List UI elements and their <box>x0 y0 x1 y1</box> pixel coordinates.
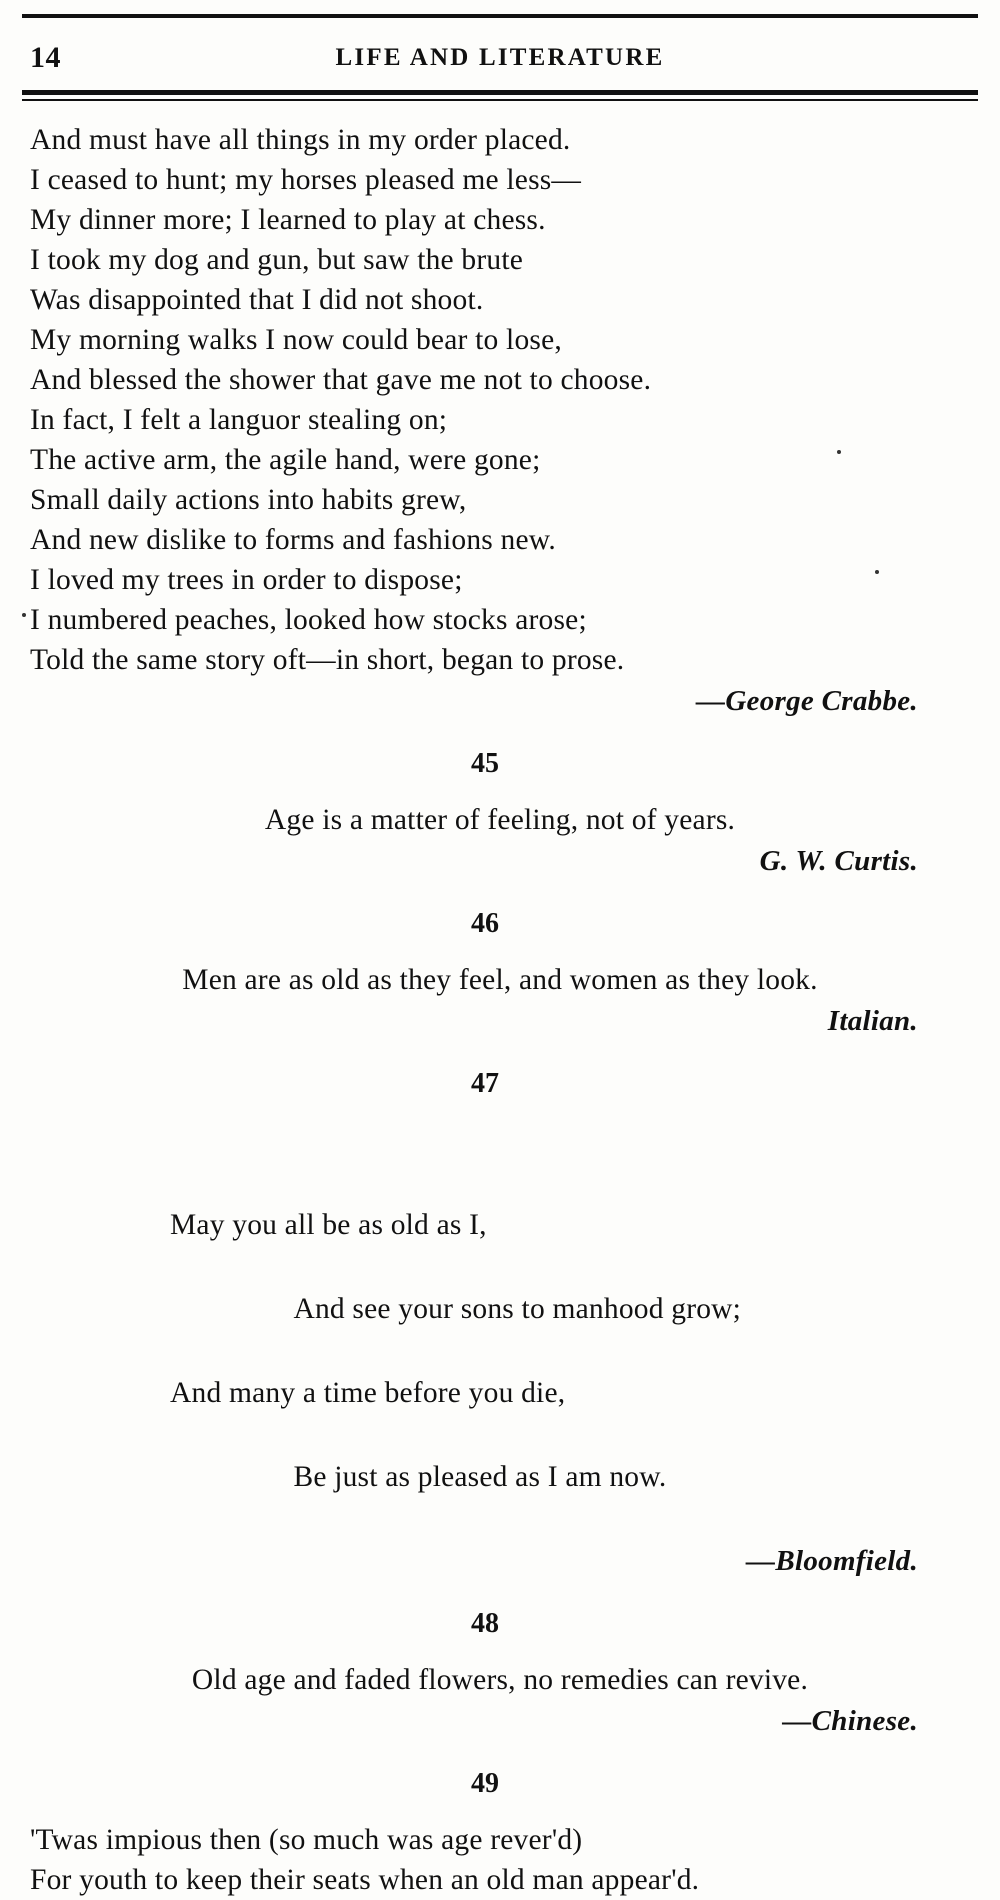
verse-line: I took my dog and gun, but saw the brute <box>30 244 524 276</box>
verse-line: I ceased to hunt; my horses pleased me less— <box>30 164 582 196</box>
verse-line: In fact, I felt a languor stealing on; <box>30 404 448 436</box>
quote-line: Men are as old as they feel, and women as they look. <box>182 964 818 996</box>
verse-line: And blessed the shower that gave me not to choose. <box>30 364 652 396</box>
attribution: Italian. <box>827 1005 918 1037</box>
verse-line: And many a time before you die, <box>170 1377 566 1409</box>
verse-line: 'Twas impious then (so much was age rever'd) <box>30 1824 583 1856</box>
verse-line: For youth to keep their seats when an old man appear'd. <box>30 1864 700 1896</box>
attribution: —Bloomfield. <box>746 1545 918 1577</box>
quote-line: Old age and faded flowers, no remedies can revive. <box>191 1664 809 1696</box>
verse-line: And new dislike to forms and fashions new. <box>30 524 556 556</box>
verse-line: I loved my trees in order to dispose; <box>30 564 463 596</box>
verse-line: I numbered peaches, looked how stocks arose; <box>30 604 587 636</box>
page-number: 14 <box>30 41 61 74</box>
quote-line: Age is a matter of feeling, not of years. <box>264 804 736 836</box>
verse-line: My morning walks I now could bear to lose, <box>30 324 562 356</box>
verse-line: Was disappointed that I did not shoot. <box>30 284 484 316</box>
verse-line: Told the same story oft—in short, began to prose. <box>30 644 625 676</box>
header-rule-bottom-thin <box>22 99 978 101</box>
page-header <box>22 30 978 86</box>
verse-line: And see your sons to manhood grow; <box>293 1293 742 1325</box>
verse-block-47 <box>30 1120 970 1540</box>
item-number: 46 <box>471 908 499 939</box>
verse-line: The active arm, the agile hand, were gone; <box>30 444 541 476</box>
attribution: —Chinese. <box>782 1705 918 1737</box>
verse-line: My dinner more; I learned to play at chess. <box>30 204 546 236</box>
item-number: 48 <box>471 1608 499 1639</box>
header-rule-bottom <box>22 90 978 95</box>
verse-line: And must have all things in my order placed. <box>30 124 571 156</box>
verse-line: May you all be as old as I, <box>170 1209 487 1241</box>
header-rule-top <box>22 14 978 18</box>
item-number: 47 <box>471 1068 499 1099</box>
verse-line: Be just as pleased as I am now. <box>293 1461 667 1493</box>
attribution: G. W. Curtis. <box>759 845 918 877</box>
running-head: LIFE AND LITERATURE <box>335 44 665 71</box>
page-content <box>0 120 1000 1900</box>
verse-block-44 <box>30 120 970 722</box>
item-number: 49 <box>471 1768 499 1799</box>
attribution: —George Crabbe. <box>696 685 918 717</box>
verse-line: Small daily actions into habits grew, <box>30 484 467 516</box>
item-number: 45 <box>471 748 499 779</box>
